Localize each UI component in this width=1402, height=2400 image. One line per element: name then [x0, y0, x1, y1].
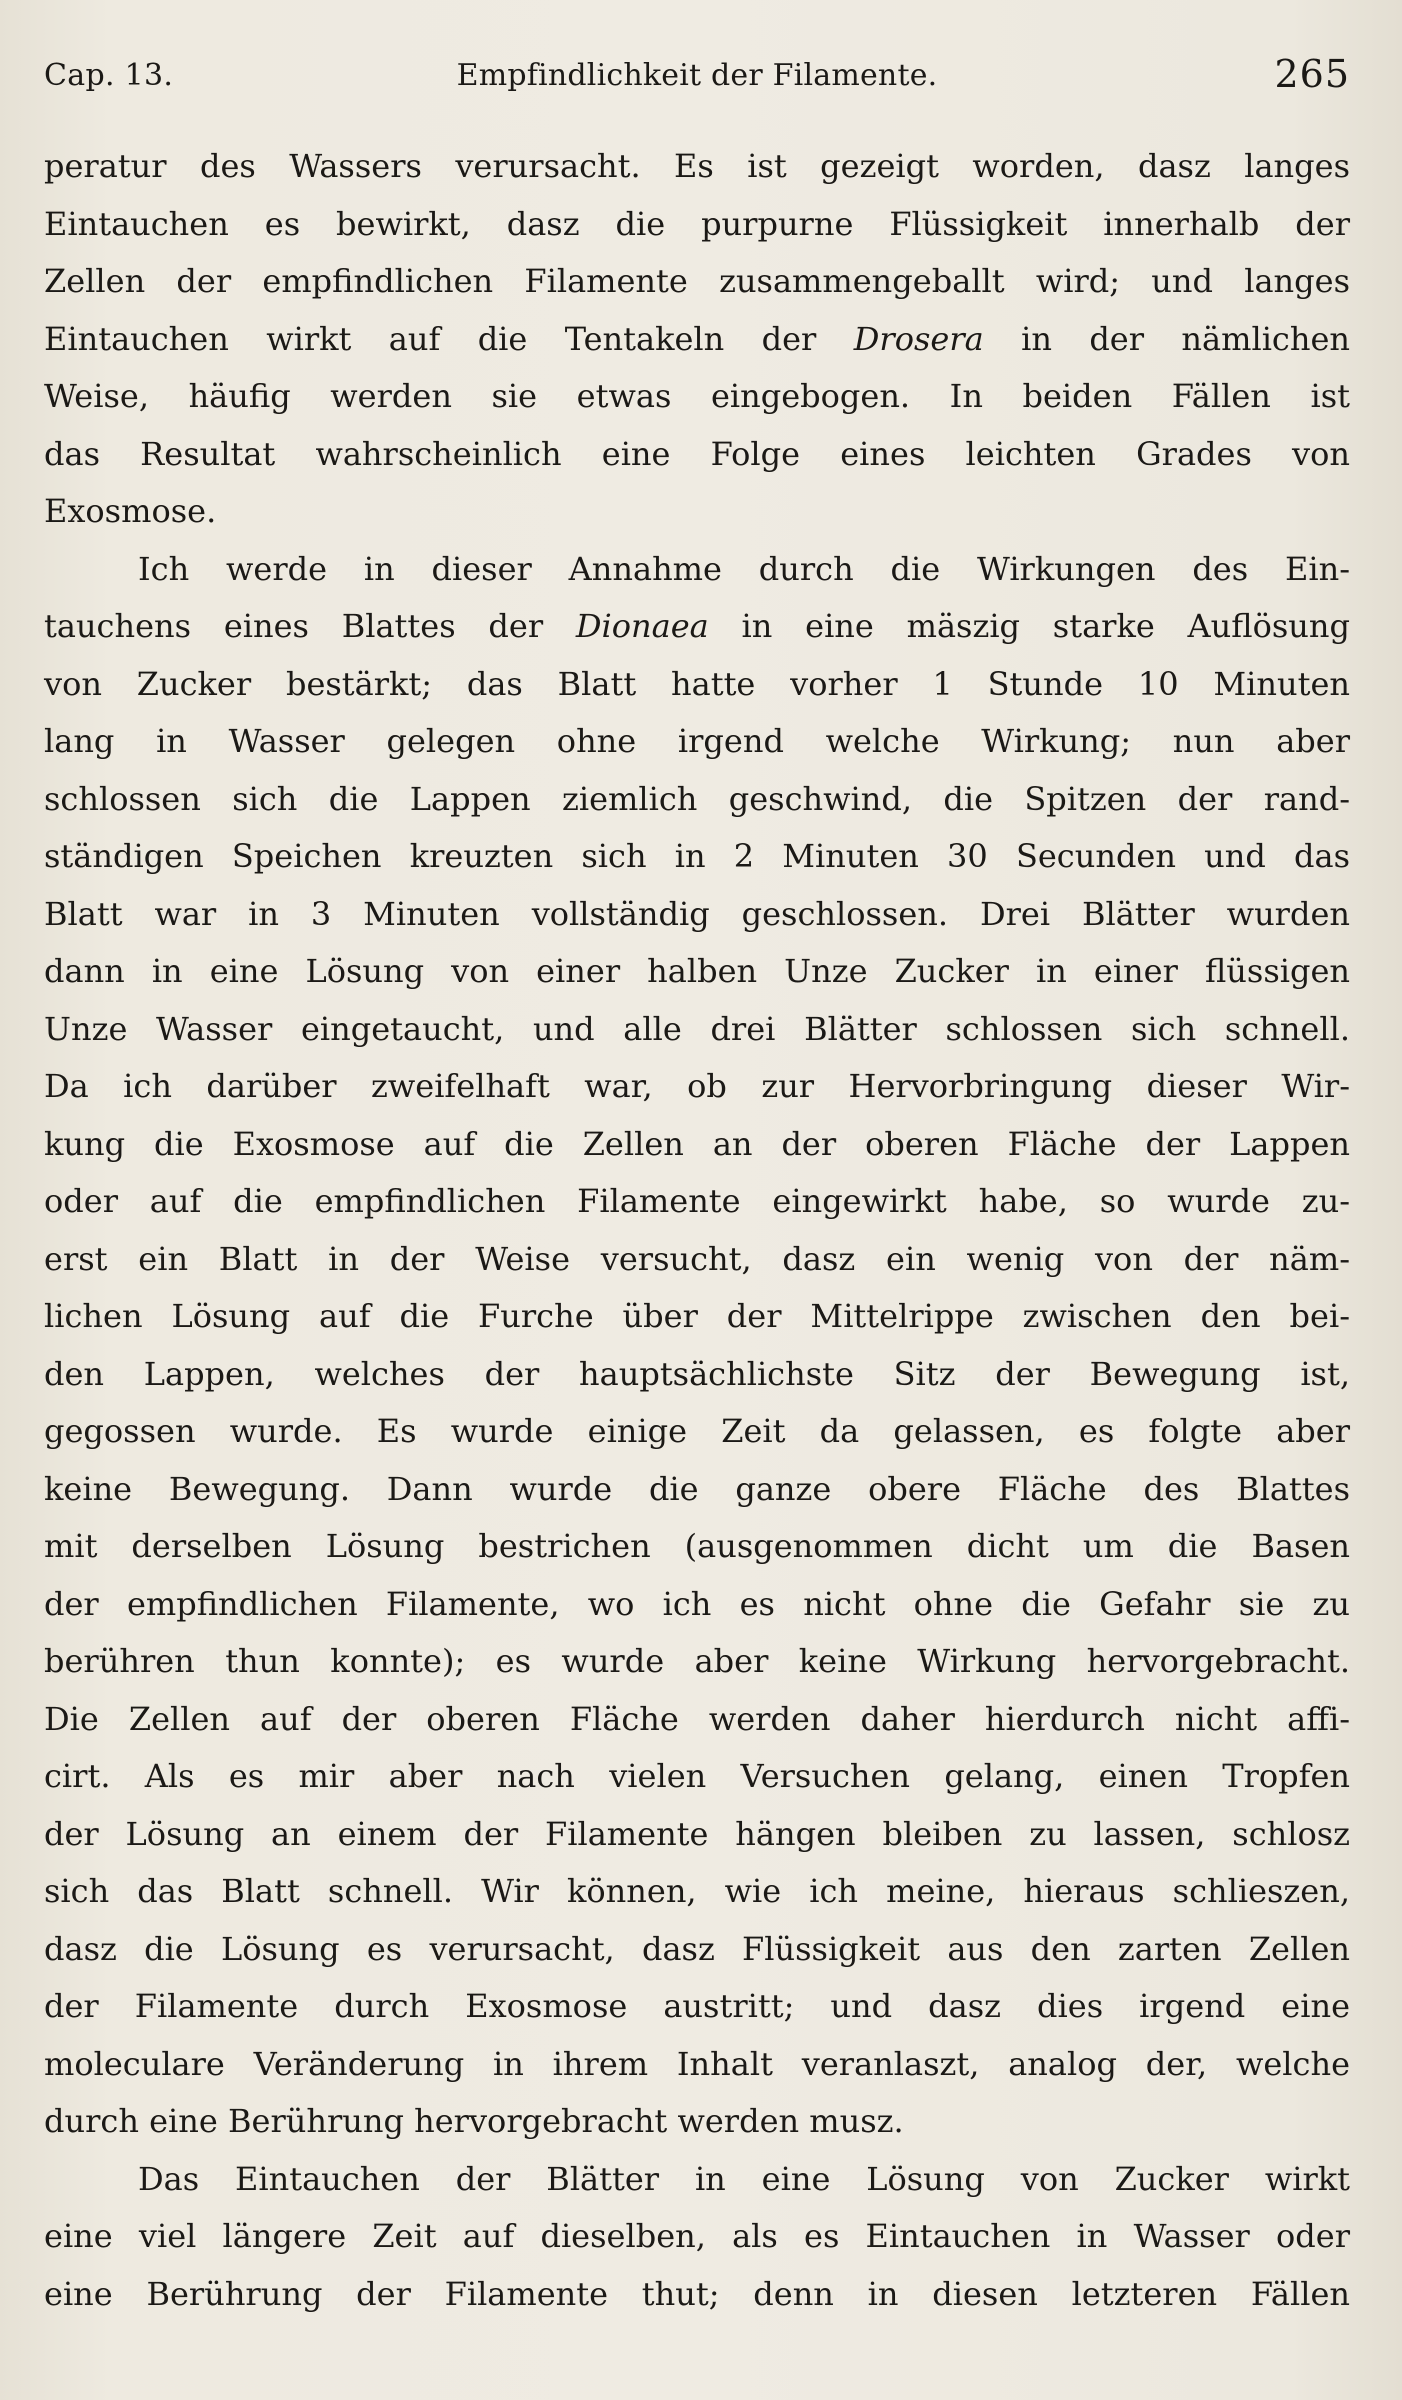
text-run: Eintauchen wirkt auf die Tentakeln der: [44, 319, 854, 358]
text-line: gegossen wurde. Es wurde einige Zeit da gelassen, es folgte aber: [44, 1412, 1350, 1450]
text-line: durch eine Berührung hervorgebracht werden musz.: [44, 2102, 904, 2140]
text-line: Die Zellen auf der oberen Fläche werden daher hierdurch nicht affi-: [44, 1699, 1350, 1738]
text-line: lang in Wasser gelegen ohne irgend welche Wirkung; nun aber: [44, 722, 1350, 760]
text-line: cirt. Als es mir aber nach vielen Versuchen gelang, einen Tropfen: [44, 1757, 1350, 1795]
text-line: moleculare Veränderung in ihrem Inhalt veranlaszt, analog der, welche: [44, 2044, 1350, 2083]
text-line: von Zucker bestärkt; das Blatt hatte vorher 1 Stunde 10 Minuten: [44, 664, 1350, 703]
genus-name-dionaea: Dionaea: [575, 607, 709, 645]
text-line: oder auf die empfindlichen Filamente eingewirkt habe, so wurde zu-: [44, 1182, 1350, 1220]
chapter-label: Cap. 13.: [44, 58, 174, 93]
text-line: der Filamente durch Exosmose austritt; und dasz dies irgend eine: [44, 1987, 1350, 2025]
paragraph-1: [44, 138, 1350, 541]
text-line: [44, 598, 1350, 656]
text-line: Das Eintauchen der Blätter in eine Lösung von Zucker wirkt: [138, 2159, 1350, 2198]
text-line: eine viel längere Zeit auf dieselben, als es Eintauchen in Wasser oder: [44, 2217, 1350, 2255]
text-line: eine Berührung der Filamente thut; denn in diesen letzteren Fällen: [44, 2274, 1350, 2313]
text-line: Zellen der empfindlichen Filamente zusammengeballt wird; und langes: [44, 262, 1350, 300]
text-line: lichen Lösung auf die Furche über der Mittelrippe zwischen den bei-: [44, 1297, 1350, 1335]
text-line: Eintauchen es bewirkt, dasz die purpurne Flüssigkeit innerhalb der: [44, 204, 1350, 243]
text-line: berühren thun konnte); es wurde aber keine Wirkung hervorgebracht.: [44, 1642, 1350, 1680]
text-line: keine Bewegung. Dann wurde die ganze obere Fläche des Blattes: [44, 1469, 1350, 1508]
text-line: mit derselben Lösung bestrichen (ausgenommen dicht um die Basen: [44, 1527, 1350, 1565]
text-line: Da ich darüber zweifelhaft war, ob zur Hervorbringung dieser Wir-: [44, 1067, 1350, 1105]
text-line: Ich werde in dieser Annahme durch die Wirkungen des Ein-: [138, 549, 1350, 588]
text-line: peratur des Wassers verursacht. Es ist gezeigt worden, dasz langes: [44, 147, 1350, 185]
text-run: tauchens eines Blattes der: [44, 607, 576, 645]
running-header: [44, 52, 1350, 112]
text-line: schlossen sich die Lappen ziemlich geschwind, die Spitzen der rand-: [44, 779, 1350, 818]
text-line: erst ein Blatt in der Weise versucht, dasz ein wenig von der näm-: [44, 1239, 1350, 1278]
text-line: das Resultat wahrscheinlich eine Folge eines leichten Grades von: [44, 434, 1350, 473]
text-line: dann in eine Lösung von einer halben Unze Zucker in einer flüssigen: [44, 952, 1350, 990]
text-run: in eine mäszig starke Auflösung: [708, 607, 1351, 645]
paragraph-2: [44, 541, 1350, 2151]
text-line: Weise, häufig werden sie etwas eingebogen. In beiden Fällen ist: [44, 377, 1350, 415]
text-line: ständigen Speichen kreuzten sich in 2 Minuten 30 Secunden und das: [44, 837, 1350, 875]
text-line: sich das Blatt schnell. Wir können, wie ich meine, hieraus schlieszen,: [44, 1872, 1350, 1910]
text-line: den Lappen, welches der hauptsächlichste Sitz der Bewegung ist,: [44, 1354, 1350, 1393]
text-line: Unze Wasser eingetaucht, und alle drei Blätter schlossen sich schnell.: [44, 1009, 1350, 1048]
text-line: Blatt war in 3 Minuten vollständig geschlossen. Drei Blätter wurden: [44, 894, 1350, 933]
text-line: dasz die Lösung es verursacht, dasz Flüssigkeit aus den zarten Zellen: [44, 1929, 1350, 1968]
paragraph-3: [44, 2151, 1350, 2324]
genus-name-drosera: Drosera: [853, 319, 984, 358]
page-number: 265: [1274, 52, 1350, 96]
running-title: Empfindlichkeit der Filamente.: [456, 58, 938, 93]
text-line: der Lösung an einem der Filamente hängen bleiben zu lassen, schlosz: [44, 1814, 1350, 1853]
text-run: in der nämlichen: [983, 319, 1351, 358]
text-line: der empfindlichen Filamente, wo ich es nicht ohne die Gefahr sie zu: [44, 1584, 1350, 1623]
text-line: [44, 311, 1350, 369]
body-text: [44, 138, 1350, 2323]
text-line: Exosmose.: [44, 492, 217, 530]
text-line: kung die Exosmose auf die Zellen an der oberen Fläche der Lappen: [44, 1124, 1350, 1163]
